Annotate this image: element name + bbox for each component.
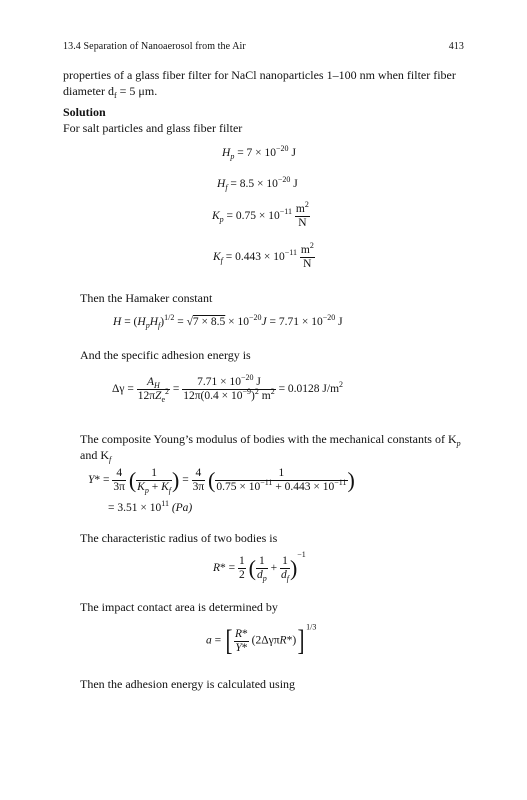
- equation-kp: $K_p = 0.75 \times 10^{-11}$ $\frac{m^2}{N}$: [212, 200, 309, 229]
- contact-text: The impact contact area is determined by: [80, 600, 278, 614]
- youngs-text-1: The composite Young’s modulus of bodies with the mechanical constants of $K_p$: [80, 432, 461, 448]
- solution-heading: Solution: [63, 105, 106, 119]
- intro-line-1: properties of a glass fiber filter for NaCl nanoparticles 1–100 nm when filter fiber: [63, 68, 456, 82]
- intro-line-2: diameter $d_f = 5$ μm.: [63, 84, 158, 100]
- equation-hf: $H_f = 8.5 \times 10^{-20}$ J: [217, 175, 298, 192]
- page-number: 413: [448, 41, 464, 52]
- equation-youngs-result: = $3.51 \times 10^{11}$ (Pa): [108, 499, 193, 514]
- equation-contact-area: a = [ $\frac{R*}{Y*}$ (2ΔγπR*)] $^{1/3}$: [206, 622, 317, 657]
- equation-hp: $H_p = 7 \times 10^{-20}$ J: [222, 144, 296, 161]
- adhesion-text: And the specific adhesion energy is: [80, 348, 251, 362]
- equation-hamaker: $H = (H_pH_f)^{1/2} = √7 \times 8.5 \times 10^{-20}J = 7.71 \times 10^{-20}$ J: [113, 313, 343, 330]
- energy-text: Then the adhesion energy is calculated using: [80, 677, 296, 691]
- running-header: 13.4 Separation of Nanoaerosol from the Air: [63, 41, 246, 52]
- radius-text: The characteristic radius of two bodies is: [80, 531, 278, 545]
- equation-kf: $K_f = 0.443 \times 10^{-11}$ $\frac{m^2}{N}$: [213, 241, 314, 270]
- equation-youngs-modulus: Y* = $\frac{4}{3\pi}$ ( $\frac{1}{K_p + K_f}$ ) = $\frac{4}{3\pi}$ ( $\frac{1}{0.75 \times 10^{-11} + 0.443 \times 10^{-11}}$ ): [88, 467, 355, 495]
- youngs-text-2: and $K_f$: [80, 448, 112, 464]
- solution-intro: For salt particles and glass fiber filter: [63, 121, 243, 135]
- equation-adhesion-energy: Δγ = $\frac{A_H}{12\pi Z_e^2}$ = $\frac{7.71 \times 10^{-20} J}{12\pi(0.4 \times 10^{-9})^2 m^2}$ = 0.0128 $J/m^2$: [112, 373, 344, 404]
- equation-characteristic-radius: R* = $\frac{1}{2}$ ( $\frac{1}{d_p}$ + $\frac{1}{d_f}$ )$^{-1}$: [213, 550, 306, 583]
- hamaker-text: Then the Hamaker constant: [80, 291, 213, 305]
